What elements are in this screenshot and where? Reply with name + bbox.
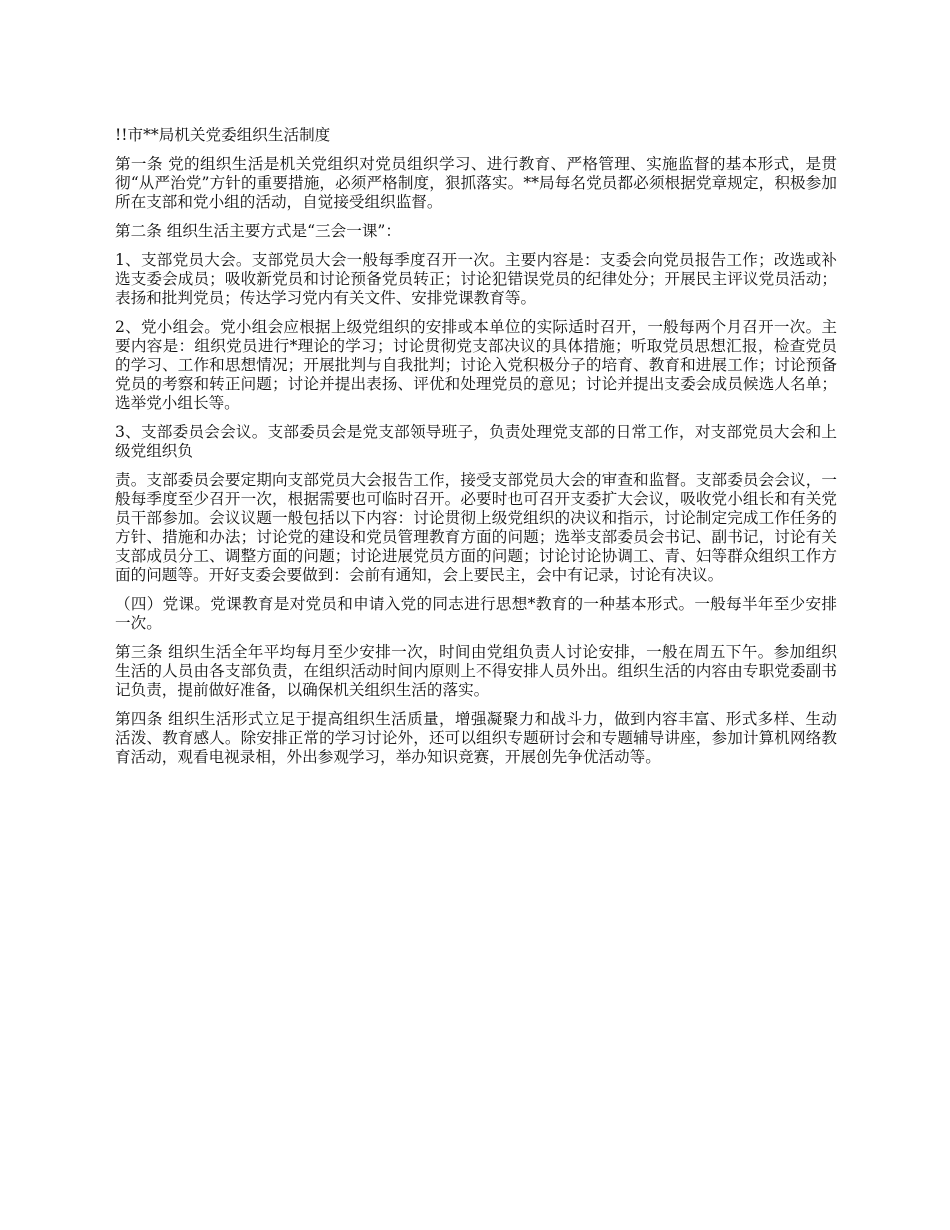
paragraph-item-2: 2、党小组会。党小组会应根据上级党组织的安排或本单位的实际适时召开，一般每两个月召开一次。主要内容是：组织党员进行*理论的学习；讨论贯彻党支部决议的具体措施；听取党员思想汇报，检查党员的学习、工作和思想情况；开展批判与自我批判；讨论入党积极分子的培育、教育和进展工作；讨论预备党员的考察和转正问题；讨论并提出表扬、评优和处理党员的意见；讨论并提出支委会成员候选人名单；选举党小组长等。	[115, 318, 837, 412]
paragraph-article-3: 第三条 组织生活全年平均每月至少安排一次，时间由党组负责人讨论安排，一般在周五下午。参加组织生活的人员由各支部负责，在组织活动时间内原则上不得安排人员外出。组织生活的内容由专职党委副书记负责，提前做好准备，以确保机关组织生活的落实。	[115, 643, 837, 699]
paragraph-article-1: 第一条 党的组织生活是机关党组织对党员组织学习、进行教育、严格管理、实施监督的基本形式，是贯彻“从严治党”方针的重要措施，必须严格制度，狠抓落实。**局每名党员都必须根据党章规定，积极参加所在支部和党小组的活动，自觉接受组织监督。	[115, 155, 837, 211]
document-title: !!市**局机关党委组织生活制度	[115, 126, 331, 144]
paragraph-item-1: 1、支部党员大会。支部党员大会一般每季度召开一次。主要内容是：支委会向党员报告工作；改选或补选支委会成员；吸收新党员和讨论预备党员转正；讨论犯错误党员的纪律处分；开展民主评议党员活动；表扬和批判党员；传达学习党内有关文件、安排党课教育等。	[115, 251, 837, 307]
document-body	[115, 126, 837, 777]
paragraph-article-4: 第四条 组织生活形式立足于提高组织生活质量，增强凝聚力和战斗力，做到内容丰富、形式多样、生动活泼、教育感人。除安排正常的学习讨论外，还可以组织专题研讨会和专题辅导讲座，参加计算机网络教育活动，观看电视录相，外出参观学习，举办知识竞赛，开展创先争优活动等。	[115, 710, 837, 766]
paragraph-item-3: 3、支部委员会会议。支部委员会是党支部领导班子，负责处理党支部的日常工作，对支部党员大会和上级党组织负	[115, 423, 837, 460]
paragraph-article-2: 第二条 组织生活主要方式是“三会一课”：	[115, 222, 401, 240]
paragraph-item-3-continued: 责。支部委员会要定期向支部党员大会报告工作，接受支部党员大会的审查和监督。支部委员会会议，一般每季度至少召开一次，根据需要也可临时召开。必要时也可召开支委扩大会议，吸收党小组长和有关党员干部参加。会议议题一般包括以下内容：讨论贯彻上级党组织的决议和指示，讨论制定完成工作任务的方针、措施和办法；讨论党的建设和党员管理教育方面的问题；选举支部委员会书记、副书记，讨论有关支部成员分工、调整方面的问题；讨论进展党员方面的问题；讨论讨论协调工、青、妇等群众组织工作方面的问题等。开好支委会要做到：会前有通知，会上要民主，会中有记录，讨论有决议。	[115, 471, 837, 584]
paragraph-item-4: （四）党课。党课教育是对党员和申请入党的同志进行思想*教育的一种基本形式。一般每半年至少安排一次。	[115, 595, 837, 632]
